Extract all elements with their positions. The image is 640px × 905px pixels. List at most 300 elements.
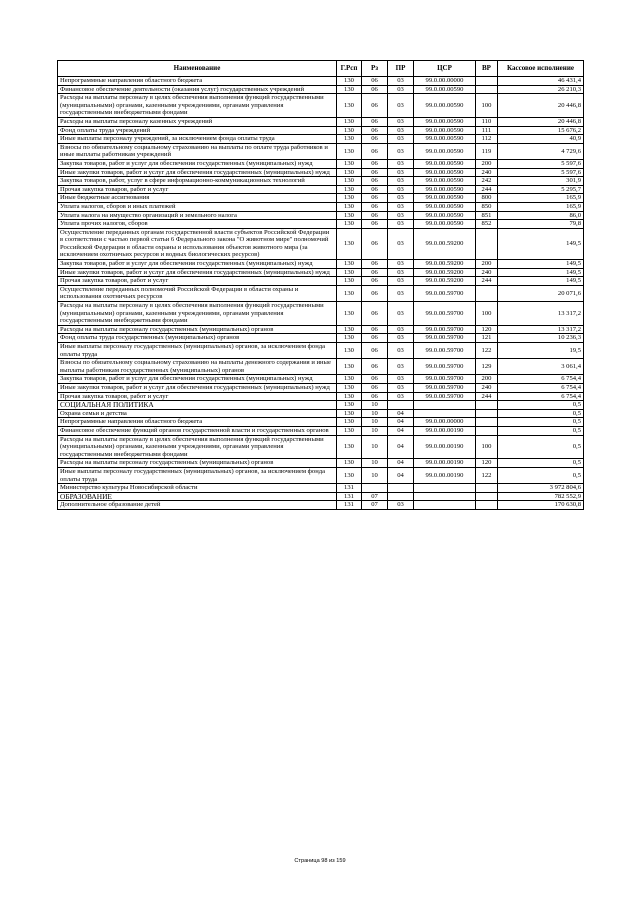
table-row [58,359,584,375]
table-row [58,401,584,410]
cell-grbs: 130 [337,325,362,334]
cell-csr: 99.0.00.00590 [414,202,476,211]
cell-csr: 99.0.00.59700 [414,325,476,334]
table-row [58,285,584,301]
cell-sum: 13 317,2 [498,302,584,326]
cell-sum: 0,5 [498,401,584,410]
cell-rz: 10 [362,467,388,483]
cell-sum: 6 754,4 [498,392,584,401]
cell-rz: 06 [362,135,388,144]
cell-pr: 03 [388,220,414,229]
cell-rz: 06 [362,211,388,220]
cell-vr: 122 [476,343,498,359]
cell-csr: 99.0.00.00590 [414,185,476,194]
cell-grbs: 130 [337,459,362,468]
cell-vr [476,484,498,493]
cell-vr: 240 [476,168,498,177]
cell-name: Взносы по обязательному социальному страхованию на выплаты по оплате труда работников и иные выплаты работникам учреждений [58,143,337,159]
cell-sum: 0,5 [498,426,584,435]
table-row [58,325,584,334]
cell-sum: 149,5 [498,268,584,277]
cell-name: Фонд оплаты труда государственных (муниципальных) органов [58,334,337,343]
table-row [58,159,584,168]
cell-name: Непрограммные направления областного бюджета [58,418,337,427]
cell-rz: 06 [362,94,388,118]
cell-csr: 99.0.00.00590 [414,94,476,118]
cell-name: Расходы на выплаты персоналу государственных (муниципальных) органов [58,459,337,468]
cell-grbs: 130 [337,211,362,220]
cell-pr: 03 [388,211,414,220]
cell-grbs: 130 [337,375,362,384]
header-grbs: Г.Рсп [337,61,362,77]
table-header-row [58,61,584,77]
cell-sum: 3 061,4 [498,359,584,375]
header-name: Наименование [58,61,337,77]
cell-name: Иные закупки товаров, работ и услуг для обеспечения государственных (муниципальных) нужд [58,168,337,177]
cell-vr: 111 [476,126,498,135]
cell-csr: 99.0.00.00590 [414,220,476,229]
cell-rz: 06 [362,325,388,334]
cell-rz: 07 [362,501,388,510]
cell-csr: 99.0.00.59700 [414,375,476,384]
cell-rz: 06 [362,285,388,301]
cell-pr: 03 [388,343,414,359]
cell-rz: 06 [362,375,388,384]
cell-rz: 06 [362,392,388,401]
cell-sum: 15 676,2 [498,126,584,135]
cell-vr: 100 [476,435,498,459]
cell-sum: 165,9 [498,202,584,211]
cell-pr: 03 [388,334,414,343]
cell-pr: 03 [388,383,414,392]
cell-vr: 851 [476,211,498,220]
table-row [58,343,584,359]
cell-sum: 13 317,2 [498,325,584,334]
cell-pr: 03 [388,277,414,286]
cell-sum: 10 236,3 [498,334,584,343]
cell-rz: 06 [362,343,388,359]
cell-sum: 3 972 804,6 [498,484,584,493]
cell-rz: 10 [362,418,388,427]
cell-csr: 99.0.00.59700 [414,392,476,401]
cell-rz: 06 [362,177,388,186]
cell-vr [476,85,498,94]
cell-rz: 06 [362,77,388,86]
cell-csr: 99.0.00.00190 [414,426,476,435]
table-row [58,211,584,220]
cell-rz: 06 [362,202,388,211]
cell-pr: 03 [388,168,414,177]
table-row [58,143,584,159]
cell-pr: 04 [388,459,414,468]
cell-grbs: 130 [337,94,362,118]
cell-grbs: 130 [337,418,362,427]
cell-rz: 10 [362,409,388,418]
cell-pr: 03 [388,392,414,401]
header-sum: Кассовое исполнение [498,61,584,77]
cell-rz: 06 [362,359,388,375]
cell-csr [414,409,476,418]
cell-grbs: 130 [337,168,362,177]
cell-pr: 03 [388,94,414,118]
cell-csr: 99.0.00.00590 [414,117,476,126]
cell-grbs: 131 [337,484,362,493]
cell-name: Осуществление переданных полномочий Российской Федерации в области охраны и использования охотничьих ресурсов [58,285,337,301]
table-row [58,194,584,203]
cell-rz: 06 [362,383,388,392]
cell-grbs: 130 [337,392,362,401]
cell-name: Иные выплаты персоналу государственных (муниципальных) органов, за исключением фонда оплаты труда [58,467,337,483]
cell-pr: 03 [388,359,414,375]
cell-rz: 06 [362,260,388,269]
cell-vr [476,418,498,427]
cell-vr: 200 [476,375,498,384]
cell-name: Взносы по обязательному социальному страхованию на выплаты денежного содержания и иные выплаты работникам государственных (муниципальных) органов [58,359,337,375]
cell-csr: 99.0.00.59700 [414,383,476,392]
cell-pr: 03 [388,260,414,269]
cell-grbs: 130 [337,359,362,375]
table-row [58,228,584,259]
cell-name: Расходы на выплаты персоналу в целях обеспечения выполнения функций государственными (муниципальными) органами, казенными учреждениями, органами управления государственными внебюджетными фондами [58,94,337,118]
cell-pr: 03 [388,228,414,259]
cell-pr: 03 [388,501,414,510]
cell-vr: 100 [476,94,498,118]
cell-sum: 5 597,6 [498,159,584,168]
cell-rz [362,484,388,493]
cell-rz: 06 [362,277,388,286]
cell-sum: 26 210,3 [498,85,584,94]
cell-vr [476,501,498,510]
cell-pr: 04 [388,418,414,427]
cell-pr: 03 [388,302,414,326]
cell-pr [388,492,414,501]
cell-grbs: 130 [337,409,362,418]
cell-grbs: 130 [337,343,362,359]
cell-name: Прочая закупка товаров, работ и услуг [58,277,337,286]
table-body [58,77,584,510]
cell-grbs: 130 [337,260,362,269]
cell-name: Прочая закупка товаров, работ и услуг [58,185,337,194]
cell-name: Уплата прочих налогов, сборов [58,220,337,229]
cell-sum: 301,9 [498,177,584,186]
cell-name: Прочая закупка товаров, работ и услуг [58,392,337,401]
page-number: Страница 98 из 159 [294,858,346,864]
cell-grbs: 130 [337,177,362,186]
cell-vr: 100 [476,302,498,326]
table-row [58,177,584,186]
cell-csr [414,401,476,410]
cell-pr: 03 [388,77,414,86]
cell-rz: 06 [362,194,388,203]
cell-name: Закупка товаров, работ и услуг для обеспечения государственных (муниципальных) нужд [58,159,337,168]
table-row [58,418,584,427]
cell-sum: 149,5 [498,228,584,259]
cell-pr: 03 [388,143,414,159]
table-row [58,501,584,510]
cell-rz: 06 [362,185,388,194]
header-pr: ПР [388,61,414,77]
cell-csr: 99.0.00.59700 [414,285,476,301]
cell-pr: 03 [388,202,414,211]
cell-name: Охрана семьи и детства [58,409,337,418]
cell-pr: 03 [388,375,414,384]
cell-sum: 0,5 [498,435,584,459]
cell-vr: 240 [476,268,498,277]
cell-pr: 03 [388,159,414,168]
table-row [58,467,584,483]
table-row [58,94,584,118]
cell-csr: 99.0.00.59200 [414,228,476,259]
cell-name: Иные закупки товаров, работ и услуг для обеспечения государственных (муниципальных) нужд [58,383,337,392]
table-row [58,426,584,435]
cell-pr: 03 [388,135,414,144]
cell-vr: 121 [476,334,498,343]
cell-sum: 149,5 [498,260,584,269]
cell-vr: 800 [476,194,498,203]
cell-vr: 244 [476,185,498,194]
cell-vr: 200 [476,159,498,168]
cell-grbs: 130 [337,426,362,435]
table-row [58,459,584,468]
cell-vr [476,492,498,501]
cell-name: Уплата налога на имущество организаций и земельного налога [58,211,337,220]
cell-pr: 04 [388,409,414,418]
cell-rz: 06 [362,126,388,135]
cell-grbs: 130 [337,467,362,483]
cell-grbs: 131 [337,501,362,510]
cell-pr: 03 [388,268,414,277]
table-row [58,268,584,277]
cell-csr [414,492,476,501]
cell-pr: 03 [388,126,414,135]
cell-name: Дополнительное образование детей [58,501,337,510]
cell-csr: 99.0.00.59700 [414,334,476,343]
cell-name: Закупка товаров, работ и услуг для обеспечения государственных (муниципальных) нужд [58,375,337,384]
header-vr: ВР [476,61,498,77]
cell-sum: 5 597,6 [498,168,584,177]
cell-grbs: 130 [337,383,362,392]
table-row [58,484,584,493]
table-row [58,117,584,126]
cell-rz: 06 [362,220,388,229]
cell-pr: 03 [388,177,414,186]
cell-csr: 99.0.00.59200 [414,268,476,277]
cell-vr [476,228,498,259]
cell-vr: 119 [476,143,498,159]
cell-vr: 850 [476,202,498,211]
table-row [58,435,584,459]
budget-report-page [57,60,583,510]
cell-vr: 244 [476,277,498,286]
table-row [58,392,584,401]
table-row [58,277,584,286]
table-row [58,202,584,211]
cell-vr [476,77,498,86]
header-rz: Рз [362,61,388,77]
table-row [58,375,584,384]
cell-sum: 46 431,4 [498,77,584,86]
cell-rz: 07 [362,492,388,501]
cell-name: Закупка товаров, работ и услуг для обеспечения государственных (муниципальных) нужд [58,260,337,269]
cell-name: Финансовое обеспечение деятельности (оказания услуг) государственных учреждений [58,85,337,94]
cell-vr: 242 [476,177,498,186]
cell-grbs: 130 [337,268,362,277]
cell-vr: 200 [476,260,498,269]
cell-pr [388,484,414,493]
cell-rz: 06 [362,268,388,277]
cell-csr: 99.0.00.00190 [414,459,476,468]
cell-sum: 170 630,8 [498,501,584,510]
cell-sum: 4 729,6 [498,143,584,159]
cell-name: Иные бюджетные ассигнования [58,194,337,203]
cell-pr: 03 [388,117,414,126]
cell-sum: 86,0 [498,211,584,220]
cell-rz: 10 [362,401,388,410]
cell-csr: 99.0.00.00590 [414,194,476,203]
cell-grbs: 130 [337,77,362,86]
table-row [58,260,584,269]
cell-csr: 99.0.00.00190 [414,467,476,483]
cell-pr: 03 [388,185,414,194]
table-row [58,302,584,326]
cell-grbs: 130 [337,85,362,94]
cell-sum: 40,9 [498,135,584,144]
cell-csr: 99.0.00.59200 [414,277,476,286]
cell-grbs: 130 [337,435,362,459]
cell-grbs: 130 [337,117,362,126]
cell-sum: 79,8 [498,220,584,229]
cell-name: Закупка товаров, работ, услуг в сфере информационно-коммуникационных технологий [58,177,337,186]
cell-name: Финансовое обеспечение функций органов государственной власти и государственных органов [58,426,337,435]
cell-sum: 6 754,4 [498,375,584,384]
cell-grbs: 130 [337,334,362,343]
cell-csr: 99.0.00.00000 [414,77,476,86]
cell-grbs: 130 [337,185,362,194]
cell-grbs: 130 [337,143,362,159]
cell-grbs: 130 [337,126,362,135]
cell-sum: 165,9 [498,194,584,203]
table-row [58,185,584,194]
cell-rz: 06 [362,334,388,343]
cell-grbs: 130 [337,135,362,144]
table-row [58,77,584,86]
cell-pr: 03 [388,85,414,94]
cell-pr: 04 [388,426,414,435]
table-row [58,168,584,177]
budget-execution-table [57,60,584,510]
cell-rz: 10 [362,435,388,459]
cell-name: Иные выплаты персоналу государственных (муниципальных) органов, за исключением фонда оплаты труда [58,343,337,359]
cell-rz: 10 [362,426,388,435]
cell-vr: 240 [476,383,498,392]
cell-vr: 110 [476,117,498,126]
cell-sum: 20 446,8 [498,117,584,126]
cell-csr: 99.0.00.59700 [414,343,476,359]
cell-csr: 99.0.00.00590 [414,126,476,135]
cell-sum: 0,5 [498,467,584,483]
table-row [58,409,584,418]
cell-csr [414,484,476,493]
cell-grbs: 131 [337,492,362,501]
cell-sum: 20 446,8 [498,94,584,118]
cell-grbs: 130 [337,228,362,259]
cell-name: Расходы на выплаты персоналу в целях обеспечения выполнения функций государственными (муниципальными) органами, казенными учреждениями, органами управления государственными внебюджетными фондами [58,435,337,459]
cell-name: Иные выплаты персоналу учреждений, за исключением фонда оплаты труда [58,135,337,144]
cell-grbs: 130 [337,401,362,410]
cell-grbs: 130 [337,194,362,203]
cell-rz: 10 [362,459,388,468]
cell-grbs: 130 [337,302,362,326]
cell-csr: 99.0.00.59700 [414,302,476,326]
cell-rz: 06 [362,117,388,126]
table-row [58,220,584,229]
cell-csr [414,501,476,510]
cell-vr [476,285,498,301]
cell-vr [476,401,498,410]
cell-rz: 06 [362,302,388,326]
cell-csr: 99.0.00.00590 [414,85,476,94]
cell-vr [476,409,498,418]
cell-rz: 06 [362,159,388,168]
cell-name: ОБРАЗОВАНИЕ [58,492,337,501]
table-row [58,135,584,144]
cell-sum: 6 754,4 [498,383,584,392]
cell-pr: 04 [388,435,414,459]
cell-sum: 19,5 [498,343,584,359]
cell-name: Осуществление переданных органам государственной власти субъектов Российской Федерации в соответствии с частью первой статьи 6 Федерального закона "О животном мире" полномочий Российской Федерации в области охраны и использования объектов животного мира (за исключением охотничьих ресурсов и водных биологических ресурсов) [58,228,337,259]
cell-vr [476,426,498,435]
cell-vr: 129 [476,359,498,375]
cell-sum: 149,5 [498,277,584,286]
cell-csr: 99.0.00.00590 [414,135,476,144]
cell-csr: 99.0.00.00590 [414,159,476,168]
cell-name: Расходы на выплаты персоналу казенных учреждений [58,117,337,126]
cell-grbs: 130 [337,285,362,301]
cell-csr: 99.0.00.00590 [414,168,476,177]
cell-rz: 06 [362,168,388,177]
cell-sum: 0,5 [498,459,584,468]
cell-rz: 06 [362,143,388,159]
cell-pr: 03 [388,325,414,334]
table-row [58,85,584,94]
cell-pr: 04 [388,467,414,483]
cell-rz: 06 [362,85,388,94]
cell-csr: 99.0.00.00590 [414,211,476,220]
cell-vr: 122 [476,467,498,483]
table-row [58,492,584,501]
cell-sum: 20 071,6 [498,285,584,301]
table-row [58,126,584,135]
cell-grbs: 130 [337,277,362,286]
cell-pr [388,401,414,410]
cell-csr: 99.0.00.00590 [414,143,476,159]
cell-name: Фонд оплаты труда учреждений [58,126,337,135]
cell-pr: 03 [388,194,414,203]
cell-csr: 99.0.00.59700 [414,359,476,375]
cell-rz: 06 [362,228,388,259]
header-csr: ЦСР [414,61,476,77]
cell-name: Министерство культуры Новосибирской области [58,484,337,493]
cell-vr: 244 [476,392,498,401]
cell-grbs: 130 [337,220,362,229]
cell-name: Уплата налогов, сборов и иных платежей [58,202,337,211]
cell-sum: 0,5 [498,409,584,418]
cell-name: СОЦИАЛЬНАЯ ПОЛИТИКА [58,401,337,410]
cell-vr: 852 [476,220,498,229]
cell-sum: 782 552,9 [498,492,584,501]
cell-csr: 99.0.00.00000 [414,418,476,427]
cell-vr: 120 [476,325,498,334]
